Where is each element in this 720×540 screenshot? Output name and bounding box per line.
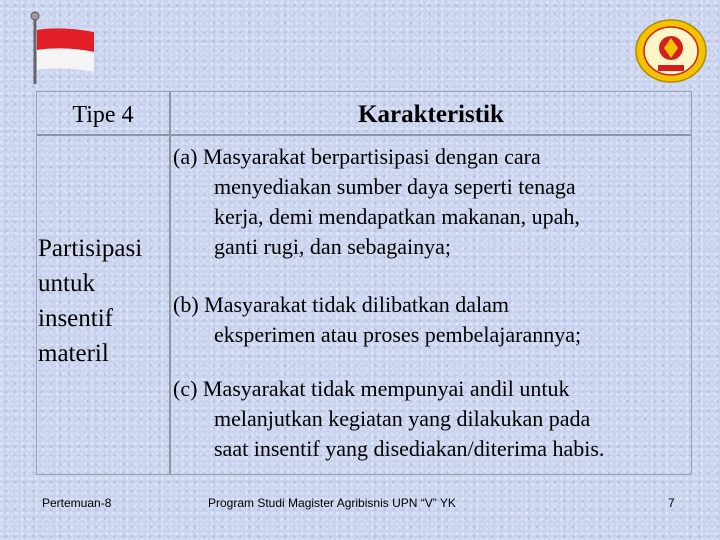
footer-session: Pertemuan-8 xyxy=(42,496,112,510)
item-line: melanjutkan kegiatan yang dilakukan pada xyxy=(214,406,591,431)
item-line: saat insentif yang disediakan/diterima habis. xyxy=(214,436,605,461)
type-label-line: materil xyxy=(38,340,109,367)
footer-page-number: 7 xyxy=(668,496,675,510)
characteristic-c xyxy=(173,374,604,464)
item-line: (c) Masyarakat tidak mempunyai andil untuk xyxy=(173,376,570,401)
type-label-line: untuk xyxy=(38,270,95,297)
type-label-line: Partisipasi xyxy=(38,235,143,262)
item-line: ganti rugi, dan sebagainya; xyxy=(214,234,452,259)
item-line: (a) Masyarakat berpartisipasi dengan cara xyxy=(173,144,541,169)
header-tipe: Tipe 4 xyxy=(37,92,171,134)
item-line: menyediakan sumber daya seperti tenaga xyxy=(214,174,576,199)
item-line: eksperimen atau proses pembelajarannya; xyxy=(214,322,582,347)
header-karakteristik: Karakteristik xyxy=(358,101,504,128)
table-header-row xyxy=(37,92,691,136)
item-line: (b) Masyarakat tidak dilibatkan dalam xyxy=(173,292,509,317)
footer-program: Program Studi Magister Agribisnis UPN “V” YK xyxy=(208,496,456,510)
type-label-line: insentif xyxy=(38,305,113,332)
university-logo-icon xyxy=(634,18,708,84)
indonesia-flag-icon xyxy=(26,10,98,86)
characteristic-b xyxy=(173,290,581,350)
characteristic-a xyxy=(173,142,580,262)
column-divider xyxy=(169,134,171,474)
item-line: kerja, demi mendapatkan makanan, upah, xyxy=(214,204,580,229)
type-label xyxy=(38,231,142,371)
